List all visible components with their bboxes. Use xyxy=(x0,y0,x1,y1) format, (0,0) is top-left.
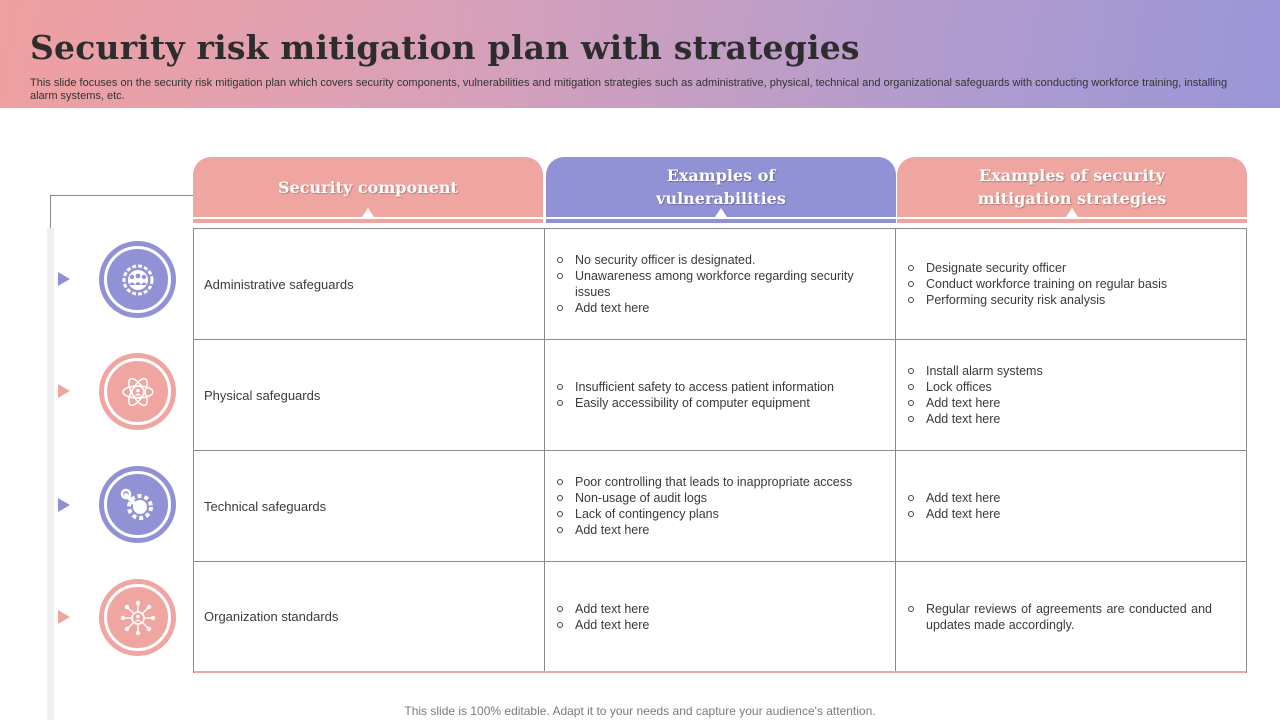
column-header-strategies xyxy=(897,157,1247,223)
vulnerabilities-list xyxy=(545,474,866,538)
component-cell: Technical safeguards xyxy=(194,451,545,561)
table-row xyxy=(194,229,1246,340)
table-row xyxy=(194,340,1246,451)
bullet-item: Add text here xyxy=(555,601,649,617)
bullet-item: Add text here xyxy=(906,395,1043,411)
strategies-list xyxy=(896,601,1226,633)
play-arrow-icon xyxy=(58,272,70,286)
header-banner xyxy=(0,0,1280,108)
strategies-cell xyxy=(896,229,1246,339)
component-cell: Administrative safeguards xyxy=(194,229,545,339)
component-cell: Organization standards xyxy=(194,562,545,671)
mitigation-table xyxy=(193,228,1247,673)
bullet-item: Easily accessibility of computer equipment xyxy=(555,395,834,411)
bullet-item: Unawareness among workforce regarding security issues xyxy=(555,268,881,300)
bullet-item: Install alarm systems xyxy=(906,363,1043,379)
vulnerabilities-cell xyxy=(545,562,896,671)
column-header-vulnerabilities xyxy=(546,157,896,223)
strategies-list xyxy=(896,363,1057,427)
strategies-cell xyxy=(896,340,1246,450)
column-header-label: Examples of security mitigation strategies xyxy=(897,157,1247,217)
bullet-item: Lock offices xyxy=(906,379,1043,395)
header-notch xyxy=(362,208,374,217)
bullet-item: Add text here xyxy=(906,490,1000,506)
header-stripe xyxy=(193,219,543,223)
vulnerabilities-cell xyxy=(545,451,896,561)
play-arrow-icon xyxy=(58,384,70,398)
bullet-item: Performing security risk analysis xyxy=(906,292,1167,308)
table-row xyxy=(194,562,1246,673)
bullet-item: Regular reviews of agreements are conducted and updates made accordingly. xyxy=(906,601,1212,633)
strategies-list xyxy=(896,490,1014,522)
bullet-item: Add text here xyxy=(555,522,852,538)
table-row xyxy=(194,451,1246,562)
bullet-item: Poor controlling that leads to inappropriate access xyxy=(555,474,852,490)
bullet-item: No security officer is designated. xyxy=(555,252,881,268)
bullet-item: Lack of contingency plans xyxy=(555,506,852,522)
bullet-item: Insufficient safety to access patient information xyxy=(555,379,834,395)
column-header-label: Examples of vulnerabilities xyxy=(546,157,896,217)
header-stripe xyxy=(897,219,1247,223)
column-header-component xyxy=(193,157,543,223)
footer-note: This slide is 100% editable. Adapt it to your needs and capture your audience's attention. xyxy=(404,704,876,718)
vulnerabilities-cell xyxy=(545,340,896,450)
strategies-cell xyxy=(896,562,1246,671)
side-rail xyxy=(47,228,54,720)
component-cell: Physical safeguards xyxy=(194,340,545,450)
play-arrow-icon xyxy=(58,610,70,624)
page-subtitle: This slide focuses on the security risk mitigation plan which covers security components, vulnerabilities and mitigation strategies such as administrative, physical, technical and organizational safeguards with conducting workforce training, installing alarm systems, etc. xyxy=(30,77,1228,102)
wrench-gear-icon xyxy=(99,466,176,543)
bullet-item: Conduct workforce training on regular basis xyxy=(906,276,1167,292)
bullet-item: Add text here xyxy=(555,300,881,316)
bullet-item: Add text here xyxy=(906,411,1043,427)
bullet-item: Add text here xyxy=(555,617,649,633)
bullet-item: Designate security officer xyxy=(906,260,1167,276)
vulnerabilities-cell xyxy=(545,229,896,339)
user-atom-icon xyxy=(99,353,176,430)
strategies-cell xyxy=(896,451,1246,561)
vulnerabilities-list xyxy=(545,601,663,633)
connector-line xyxy=(50,195,194,196)
column-header-label: Security component xyxy=(193,157,543,217)
user-atom-glyph xyxy=(118,372,158,412)
connector-line xyxy=(50,195,51,228)
header-stripe xyxy=(546,219,896,223)
wrench-gear-glyph xyxy=(118,485,158,525)
network-person-icon xyxy=(99,579,176,656)
strategies-list xyxy=(896,260,1181,308)
play-arrow-icon xyxy=(58,498,70,512)
header-notch xyxy=(1066,208,1078,217)
bullet-item: Add text here xyxy=(906,506,1000,522)
bullet-item: Non-usage of audit logs xyxy=(555,490,852,506)
vulnerabilities-list xyxy=(545,379,848,411)
vulnerabilities-list xyxy=(545,252,895,316)
page-title: Security risk mitigation plan with strategies xyxy=(30,28,860,67)
team-gear-icon xyxy=(99,241,176,318)
network-person-glyph xyxy=(118,598,158,638)
team-gear-glyph xyxy=(118,260,158,300)
header-notch xyxy=(715,208,727,217)
